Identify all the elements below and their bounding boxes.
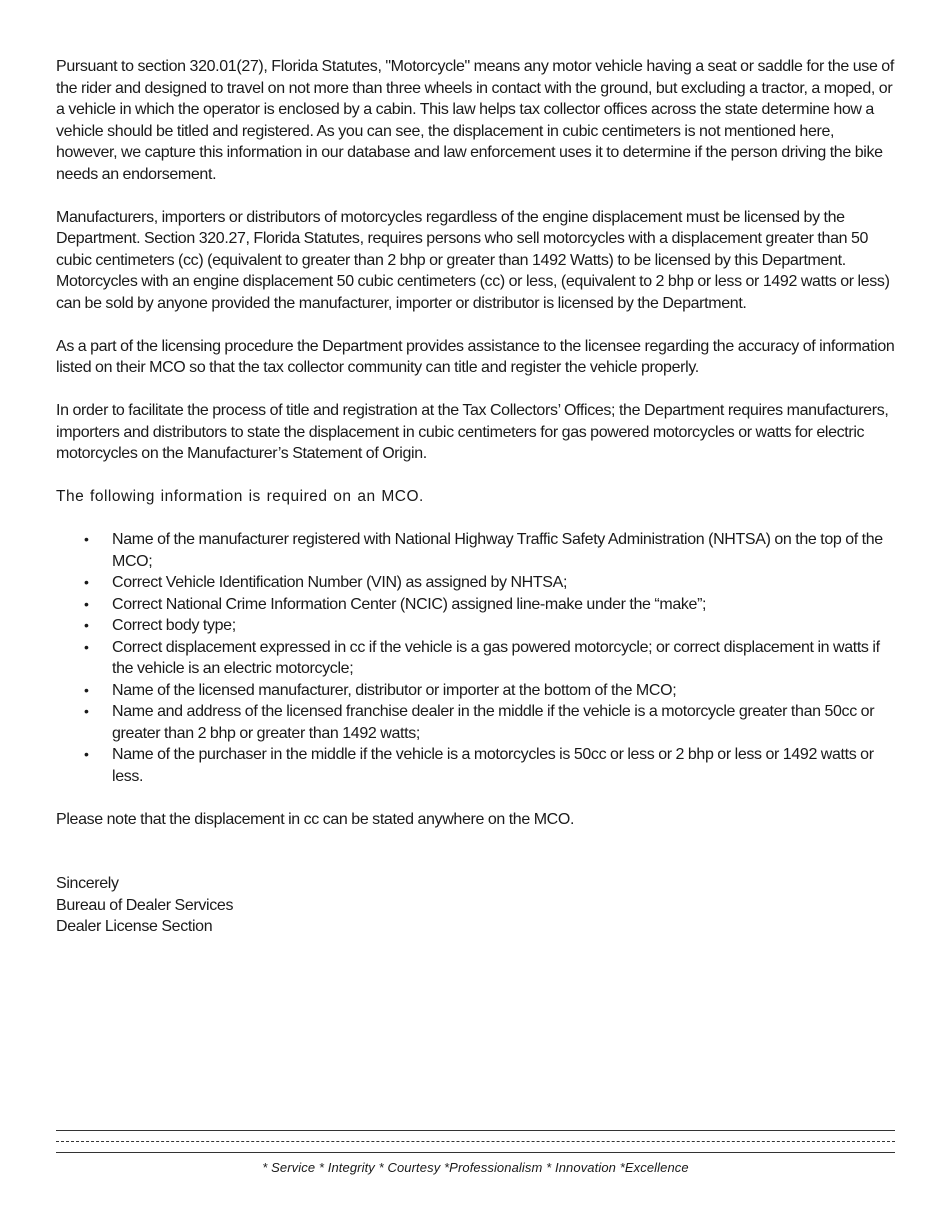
bullet-icon: • (84, 595, 89, 612)
requirements-list (56, 529, 896, 787)
bullet-icon: • (84, 531, 89, 547)
bureau-name: Bureau of Dealer Services (56, 896, 234, 914)
list-item-text: Correct body type; (112, 617, 236, 634)
bullet-icon: • (84, 638, 89, 655)
list-item (56, 701, 896, 744)
list-item (56, 744, 896, 787)
list-item-text: Correct displacement expressed in cc if the vehicle is a gas powered motorcycle; or correct displacement in watts if the vehicle is an electric motorcycle; (112, 638, 880, 677)
list-item-text: Name of the manufacturer registered with National Highway Traffic Safety Administration (NHTSA) on the top of the MCO; (112, 531, 883, 570)
bullet-icon: • (84, 746, 89, 762)
footer-motto: * Service * Integrity * Courtesy *Professionalism * Innovation *Excellence (262, 1160, 689, 1175)
paragraph-licensing-assistance: As a part of the licensing procedure the Department provides assistance to the licensee regarding the accuracy of information listed on their MCO so that the tax collector community can title and register the vehicle properly. (56, 337, 895, 376)
list-item-text: Name of the licensed manufacturer, distributor or importer at the bottom of the MCO; (112, 681, 677, 699)
paragraph-motorcycle-definition: Pursuant to section 320.01(27), Florida Statutes, "Motorcycle" means any motor vehicle having a seat or saddle for the use of the rider and designed to travel on not more than three wheels in contact with the ground, but excluding a tractor, a moped, or a vehicle in which the operator is enclosed by a cabin. This law helps tax collector offices across the state determine how a vehicle should be titled and registered. As you can see, the displacement in cubic centimeters is not mentioned here, however, we capture this information in our database and law enforcement uses it to determine if the person driving the bike needs an endorsement. (56, 58, 894, 183)
list-item (56, 615, 896, 637)
paragraph-displacement-statement: In order to facilitate the process of title and registration at the Tax Collectors’ Offices; the Department requires manufacturers, importers and distributors to state the displacement in cubic centimeters for gas powered motorcycles or watts for electric motorcycles on the Manufacturer’s Statement of Origin. (56, 402, 889, 462)
bullet-icon: • (84, 574, 89, 590)
section-name: Dealer License Section (56, 918, 213, 935)
list-item-text: Name of the purchaser in the middle if the vehicle is a motorcycles is 50cc or less or 2 bhp or less or 1492 watts or less. (112, 746, 874, 785)
list-item-text: Correct Vehicle Identification Number (VIN) as assigned by NHTSA; (112, 574, 568, 591)
footer-top-rule (56, 1130, 895, 1131)
list-item (56, 594, 896, 616)
letter-body (56, 56, 896, 938)
page-footer (56, 1130, 895, 1175)
list-item-text: Correct National Crime Information Center (NCIC) assigned line-make under the “make”; (112, 595, 707, 613)
footer-dashed-rule (56, 1141, 895, 1142)
footer-bottom-rule (56, 1152, 895, 1153)
list-item (56, 572, 896, 594)
requirements-intro: The following information is required on an MCO. (56, 488, 424, 505)
list-item-text: Name and address of the licensed franchise dealer in the middle if the vehicle is a motorcycle greater than 50cc or greater than 2 bhp or greater than 1492 watts; (112, 703, 875, 742)
list-item (56, 680, 896, 702)
bullet-icon: • (84, 681, 89, 698)
list-item (56, 637, 896, 680)
list-item (56, 529, 896, 572)
signature-block (56, 873, 896, 938)
bullet-icon: • (84, 617, 89, 633)
closing: Sincerely (56, 875, 119, 892)
bullet-icon: • (84, 703, 89, 719)
paragraph-licensing-requirement: Manufacturers, importers or distributors of motorcycles regardless of the engine displacement must be licensed by the Department. Section 320.27, Florida Statutes, requires persons who sell motorcycles with a displacement greater than 50 cubic centimeters (cc) (equivalent to greater than 2 bhp or greater than 1492 Watts) to be licensed by this Department. Motorcycles with an engine displacement 50 cubic centimeters (cc) or less, (equivalent to 2 bhp or less or 1492 watts or less) can be sold by anyone provided the manufacturer, importer or distributor is licensed by the Department. (56, 208, 890, 312)
displacement-note: Please note that the displacement in cc can be stated anywhere on the MCO. (56, 810, 575, 828)
